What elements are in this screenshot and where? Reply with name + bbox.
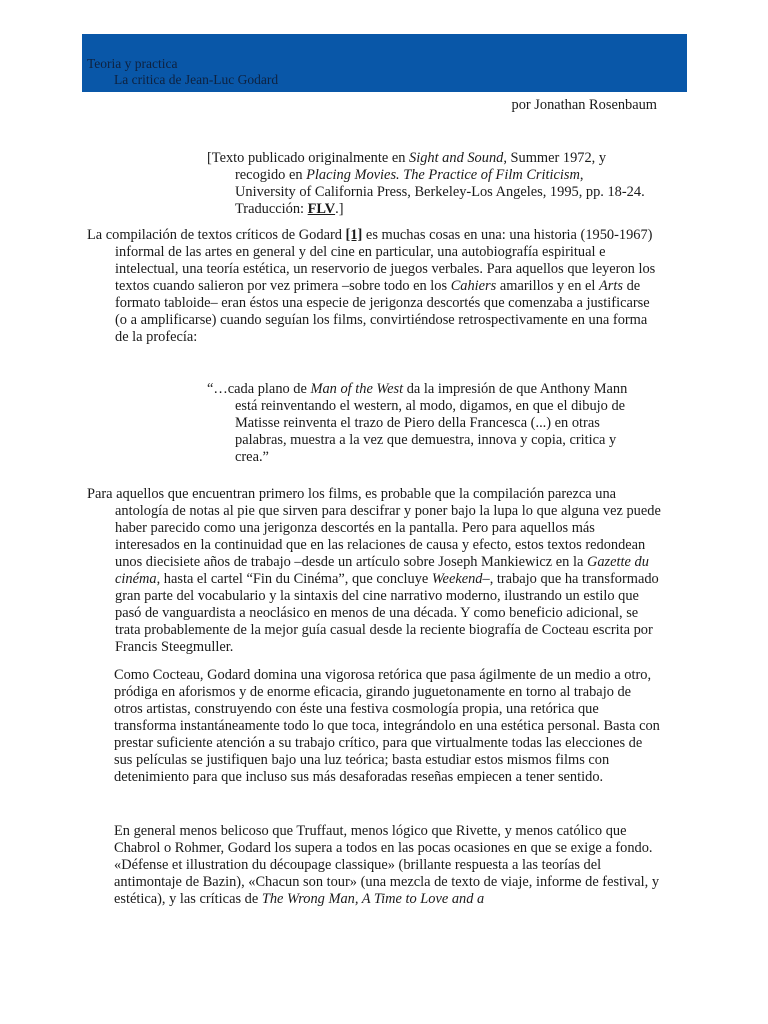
paragraph-text: , hasta el cartel “Fin du Cinéma”, que concluye xyxy=(156,571,432,587)
block-quote xyxy=(207,381,647,466)
paragraph-3: Como Cocteau, Godard domina una vigorosa retórica que pasa ágilmente de un medio a otro, pródiga en aforismos y de enorme eficacia, girando juguetonamente en torno al trabajo de otros artistas, construyendo con éste una festiva cosmología propia, una retórica que transforma instantáneamente todo lo que toca, integrándolo en una estética personal. Basta con prestar suficiente atención a su trabajo crítico, para que virtualmente todas las elecciones de sus películas se justifiquen bajo una luz teórica; basta estudiar estos mismos films con detenimiento para que incluso sus más desaforadas reseñas empiecen a tener sentido. xyxy=(114,667,660,785)
header-banner xyxy=(82,34,687,92)
paragraph-text: En general menos belicoso que Truffaut, menos lógico que Rivette, y menos católico que Chabrol o Rohmer, Godard los supera a todos en las pocas ocasiones en que se exige a fondo. «Défense et illustration du découpage classique» (brillante respuesta a las teorías del antimontaje de Bazin), «Chacun son tour» (una mezcla de texto de viaje, informe de festival, y estética), y las críticas de xyxy=(114,823,660,907)
source-text: [Texto publicado originalmente en xyxy=(207,150,409,166)
source-text: , Summer 1972, y recogido en xyxy=(235,150,607,183)
paragraph-text: de formato tabloide– eran éstos una especie de jerigonza descortés que comenzaba a justificarse (o a amplificarse) cuando seguían los films, convirtiéndose retrospectivamente en una forma de la profecía: xyxy=(115,278,650,345)
source-book: Placing Movies. The Practice of Film Criticism xyxy=(306,167,580,183)
film-titles: The Wrong Man, A Time to Love and a xyxy=(261,891,485,907)
paragraph-text: –, trabajo que ha transformado gran parte del vocabulario y la sintaxis del cine narrativo moderno, ilustrando un estilo que pasó de vanguardista a neoclásico en menos de una década. Y como beneficio adicional, se trata probablemente de la mejor guía casual desde la reciente biografía de Cocteau escrita por Francis Steegmuller. xyxy=(115,571,659,655)
source-text: .] xyxy=(335,201,344,217)
quote-text: da la impresión de que Anthony Mann está reinventando el western, al modo, digamos, en que el dibujo de Matisse reinventa el trazo de Piero della Francesca (...) en otras palabras, muestra a la vez que demuestra, innova y copia, critica y crea.” xyxy=(235,381,628,465)
paragraph-2 xyxy=(87,486,661,656)
title-cahiers: Cahiers xyxy=(450,278,497,294)
quote-text: “…cada plano de xyxy=(207,381,311,397)
film-title: Weekend xyxy=(431,571,483,587)
title-arts: Arts xyxy=(598,278,623,294)
paragraph-4 xyxy=(114,823,661,908)
translator-link[interactable]: FLV xyxy=(307,201,336,217)
paragraph-1 xyxy=(87,227,661,346)
source-text: , University of California Press, Berkeley-Los Angeles, 1995, pp. 18-24. Traducción: xyxy=(235,167,645,217)
source-note xyxy=(207,150,647,218)
film-title: Man of the West xyxy=(310,381,404,397)
byline: por Jonathan Rosenbaum xyxy=(511,97,657,113)
paragraph-text: La compilación de textos críticos de Godard xyxy=(87,227,346,243)
footnote-link-1[interactable]: [1] xyxy=(345,227,363,243)
paragraph-text: amarillos y en el xyxy=(496,278,599,294)
source-magazine: Sight and Sound xyxy=(409,150,504,166)
paragraph-text: Para aquellos que encuentran primero los films, es probable que la compilación parezca una antología de notas al pie que sirven para descifrar y poner bajo la lupa lo que alguna vez puede haber parecido como una jerigonza descortés en la pantalla. Pero para aquellos más interesados en la continuidad que en las relaciones de causa y efecto, estos textos redondean unos diecisiete años de trabajo –desde un artículo sobre Joseph Mankiewicz en la xyxy=(87,486,661,570)
section-title: Teoria y practica xyxy=(87,56,178,71)
article-title: La critica de Jean-Luc Godard xyxy=(114,72,279,87)
paragraph-text: es muchas cosas en una: una historia (1950-1967) informal de las artes en general y del cine en particular, una autobiografía espiritual e intelectual, una teoría estética, un reservorio de juegos verbales. Para aquellos que leyeron los textos cuando salieron por vez primera –sobre todo en los xyxy=(115,227,656,294)
title-gazette: Gazette du cinéma xyxy=(115,554,649,587)
